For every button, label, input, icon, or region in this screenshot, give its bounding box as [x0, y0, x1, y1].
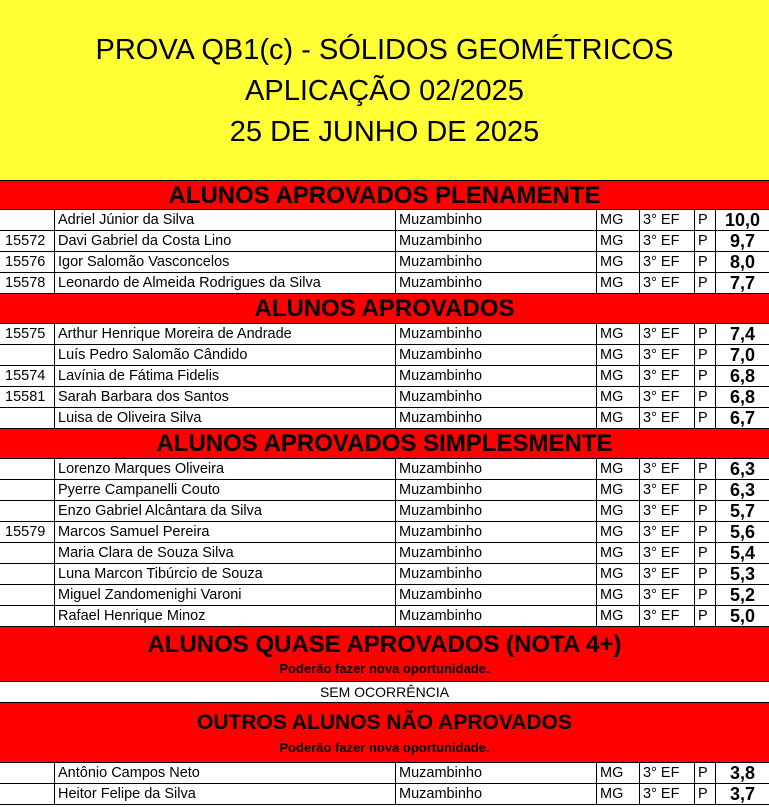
student-name-cell: Davi Gabriel da Costa Lino — [55, 231, 396, 251]
grade-cell: 3° EF — [640, 324, 695, 344]
student-id-cell: 15575 — [0, 324, 55, 344]
grade-cell: 3° EF — [640, 408, 695, 428]
student-id-cell — [0, 784, 55, 804]
type-cell: P — [695, 210, 716, 230]
grade-cell: 3° EF — [640, 564, 695, 584]
type-cell: P — [695, 366, 716, 386]
table-aprovados — [0, 324, 769, 429]
type-cell: P — [695, 522, 716, 542]
table-row — [0, 231, 769, 252]
state-cell: MG — [597, 459, 640, 479]
student-name-cell: Heitor Felipe da Silva — [55, 784, 396, 804]
state-cell: MG — [597, 763, 640, 783]
type-cell: P — [695, 273, 716, 293]
student-name-cell: Sarah Barbara dos Santos — [55, 387, 396, 407]
state-cell: MG — [597, 210, 640, 230]
city-cell: Muzambinho — [396, 408, 597, 428]
grade-cell: 3° EF — [640, 480, 695, 500]
section-title: ALUNOS APROVADOS SIMPLESMENTE — [156, 430, 613, 457]
table-row — [0, 273, 769, 294]
table-row — [0, 366, 769, 387]
grade-cell: 3° EF — [640, 459, 695, 479]
student-id-cell — [0, 543, 55, 563]
report-header — [0, 0, 769, 181]
grade-cell: 3° EF — [640, 501, 695, 521]
table-row — [0, 763, 769, 784]
table-row — [0, 501, 769, 522]
score-cell: 10,0 — [724, 210, 761, 230]
section-header-quase — [0, 627, 769, 682]
score-cell: 7,7 — [729, 273, 756, 293]
state-cell: MG — [597, 366, 640, 386]
type-cell: P — [695, 459, 716, 479]
student-id-cell — [0, 480, 55, 500]
score-cell: 6,3 — [729, 459, 756, 479]
student-id-cell — [0, 585, 55, 605]
student-id-cell — [0, 606, 55, 626]
grade-cell: 3° EF — [640, 585, 695, 605]
city-cell: Muzambinho — [396, 366, 597, 386]
state-cell: MG — [597, 480, 640, 500]
score-cell: 3,8 — [729, 763, 756, 783]
student-name-cell: Antônio Campos Neto — [55, 763, 396, 783]
student-name-cell: Miguel Zandomenighi Varoni — [55, 585, 396, 605]
state-cell: MG — [597, 324, 640, 344]
city-cell: Muzambinho — [396, 784, 597, 804]
section-subtitle: Poderão fazer nova oportunidade. — [279, 661, 490, 676]
city-cell: Muzambinho — [396, 345, 597, 365]
score-cell: 6,7 — [729, 408, 756, 428]
score-cell: 6,8 — [729, 366, 756, 386]
table-row — [0, 345, 769, 366]
table-row — [0, 606, 769, 627]
score-cell: 7,4 — [729, 324, 756, 344]
state-cell: MG — [597, 501, 640, 521]
section-title: ALUNOS QUASE APROVADOS (NOTA 4+) — [147, 631, 622, 658]
table-row — [0, 480, 769, 501]
type-cell: P — [695, 585, 716, 605]
section-header-outros — [0, 703, 769, 763]
type-cell: P — [695, 763, 716, 783]
city-cell: Muzambinho — [396, 480, 597, 500]
state-cell: MG — [597, 585, 640, 605]
table-row — [0, 564, 769, 585]
state-cell: MG — [597, 252, 640, 272]
student-name-cell: Lorenzo Marques Oliveira — [55, 459, 396, 479]
student-id-cell: 15579 — [0, 522, 55, 542]
score-cell: 5,4 — [729, 543, 756, 563]
score-cell: 6,8 — [729, 387, 756, 407]
table-row — [0, 543, 769, 564]
table-outros — [0, 763, 769, 805]
type-cell: P — [695, 501, 716, 521]
student-id-cell — [0, 763, 55, 783]
student-id-cell — [0, 501, 55, 521]
grade-cell: 3° EF — [640, 543, 695, 563]
table-row — [0, 585, 769, 606]
type-cell: P — [695, 480, 716, 500]
city-cell: Muzambinho — [396, 459, 597, 479]
student-name-cell: Pyerre Campanelli Couto — [55, 480, 396, 500]
city-cell: Muzambinho — [396, 387, 597, 407]
state-cell: MG — [597, 345, 640, 365]
score-cell: 5,2 — [729, 585, 756, 605]
state-cell: MG — [597, 231, 640, 251]
student-id-cell — [0, 408, 55, 428]
no-occurrence-row: SEM OCORRÊNCIA — [0, 682, 769, 703]
table-row — [0, 324, 769, 345]
city-cell: Muzambinho — [396, 273, 597, 293]
type-cell: P — [695, 231, 716, 251]
student-name-cell: Adriel Júnior da Silva — [55, 210, 396, 230]
grade-cell: 3° EF — [640, 522, 695, 542]
student-id-cell — [0, 459, 55, 479]
student-id-cell: 15572 — [0, 231, 55, 251]
type-cell: P — [695, 252, 716, 272]
table-row — [0, 408, 769, 429]
score-cell: 8,0 — [729, 252, 756, 272]
state-cell: MG — [597, 606, 640, 626]
city-cell: Muzambinho — [396, 564, 597, 584]
grade-cell: 3° EF — [640, 366, 695, 386]
type-cell: P — [695, 564, 716, 584]
score-cell: 7,0 — [729, 345, 756, 365]
grade-cell: 3° EF — [640, 231, 695, 251]
city-cell: Muzambinho — [396, 252, 597, 272]
score-cell: 9,7 — [729, 231, 756, 251]
table-row — [0, 252, 769, 273]
city-cell: Muzambinho — [396, 606, 597, 626]
city-cell: Muzambinho — [396, 231, 597, 251]
grade-cell: 3° EF — [640, 210, 695, 230]
section-header-simplesmente — [0, 429, 769, 459]
student-name-cell: Luisa de Oliveira Silva — [55, 408, 396, 428]
city-cell: Muzambinho — [396, 543, 597, 563]
grade-cell: 3° EF — [640, 273, 695, 293]
report-date: 25 DE JUNHO DE 2025 — [229, 116, 540, 148]
city-cell: Muzambinho — [396, 522, 597, 542]
city-cell: Muzambinho — [396, 763, 597, 783]
score-cell: 5,7 — [729, 501, 756, 521]
student-id-cell — [0, 564, 55, 584]
grade-cell: 3° EF — [640, 763, 695, 783]
report-application: APLICAÇÃO 02/2025 — [245, 75, 524, 107]
grade-cell: 3° EF — [640, 387, 695, 407]
score-cell: 5,6 — [729, 522, 756, 542]
state-cell: MG — [597, 564, 640, 584]
state-cell: MG — [597, 408, 640, 428]
student-id-cell: 15576 — [0, 252, 55, 272]
student-name-cell: Arthur Henrique Moreira de Andrade — [55, 324, 396, 344]
type-cell: P — [695, 324, 716, 344]
student-id-cell: 15581 — [0, 387, 55, 407]
table-plenamente — [0, 210, 769, 294]
student-id-cell: 15578 — [0, 273, 55, 293]
type-cell: P — [695, 387, 716, 407]
state-cell: MG — [597, 387, 640, 407]
score-cell: 3,7 — [729, 784, 756, 804]
state-cell: MG — [597, 522, 640, 542]
section-subtitle: Poderão fazer nova oportunidade. — [279, 740, 490, 755]
student-id-cell — [0, 210, 55, 230]
student-name-cell: Enzo Gabriel Alcântara da Silva — [55, 501, 396, 521]
student-name-cell: Leonardo de Almeida Rodrigues da Silva — [55, 273, 396, 293]
section-title: OUTROS ALUNOS NÃO APROVADOS — [197, 711, 572, 734]
report-title: PROVA QB1(c) - SÓLIDOS GEOMÉTRICOS — [95, 34, 674, 66]
student-name-cell: Luís Pedro Salomão Cândido — [55, 345, 396, 365]
student-id-cell — [0, 345, 55, 365]
type-cell: P — [695, 408, 716, 428]
type-cell: P — [695, 345, 716, 365]
table-row — [0, 210, 769, 231]
table-simplesmente — [0, 459, 769, 627]
score-cell: 5,3 — [729, 564, 756, 584]
city-cell: Muzambinho — [396, 210, 597, 230]
type-cell: P — [695, 543, 716, 563]
state-cell: MG — [597, 543, 640, 563]
state-cell: MG — [597, 273, 640, 293]
city-cell: Muzambinho — [396, 324, 597, 344]
student-name-cell: Igor Salomão Vasconcelos — [55, 252, 396, 272]
type-cell: P — [695, 784, 716, 804]
student-id-cell: 15574 — [0, 366, 55, 386]
state-cell: MG — [597, 784, 640, 804]
table-row — [0, 459, 769, 480]
student-name-cell: Luna Marcon Tibúrcio de Souza — [55, 564, 396, 584]
city-cell: Muzambinho — [396, 501, 597, 521]
table-row — [0, 522, 769, 543]
section-title: ALUNOS APROVADOS — [254, 295, 515, 322]
section-title: ALUNOS APROVADOS PLENAMENTE — [168, 182, 601, 209]
grade-cell: 3° EF — [640, 252, 695, 272]
section-header-plenamente — [0, 181, 769, 210]
student-name-cell: Lavínia de Fátima Fidelis — [55, 366, 396, 386]
section-header-aprovados — [0, 294, 769, 324]
table-row — [0, 387, 769, 408]
grade-cell: 3° EF — [640, 784, 695, 804]
table-row — [0, 784, 769, 805]
student-name-cell: Marcos Samuel Pereira — [55, 522, 396, 542]
student-name-cell: Rafael Henrique Minoz — [55, 606, 396, 626]
type-cell: P — [695, 606, 716, 626]
score-cell: 5,0 — [729, 606, 756, 626]
grade-cell: 3° EF — [640, 345, 695, 365]
score-cell: 6,3 — [729, 480, 756, 500]
grade-cell: 3° EF — [640, 606, 695, 626]
city-cell: Muzambinho — [396, 585, 597, 605]
student-name-cell: Maria Clara de Souza Silva — [55, 543, 396, 563]
